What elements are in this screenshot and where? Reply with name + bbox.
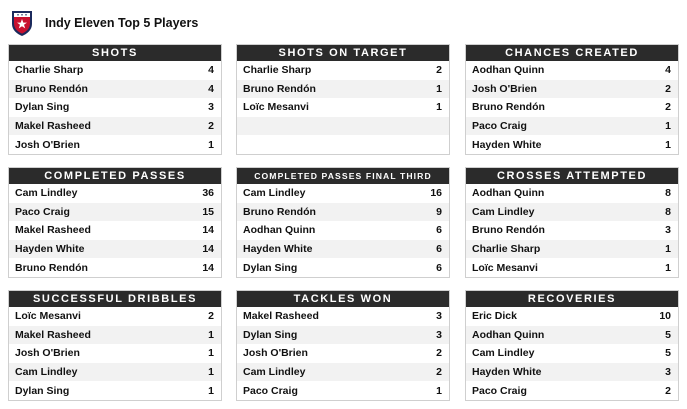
stat-value: 2: [665, 82, 671, 95]
stat-row: [237, 117, 449, 136]
stat-value: 1: [208, 328, 214, 341]
stat-value: 5: [665, 328, 671, 341]
stat-value: 3: [665, 366, 671, 379]
stat-value: 9: [436, 205, 442, 218]
player-name: Dylan Sing: [15, 384, 70, 397]
stat-row: [9, 344, 221, 363]
stat-card-title: SHOTS: [9, 45, 221, 61]
stat-row: [237, 381, 449, 400]
stat-value: 2: [436, 366, 442, 379]
stat-card-title: COMPLETED PASSES FINAL THIRD: [237, 168, 449, 184]
stat-value: 4: [665, 64, 671, 77]
stat-row: [237, 258, 449, 277]
player-name: Dylan Sing: [15, 101, 70, 114]
stat-rows: [466, 307, 678, 400]
stat-value: 16: [430, 187, 442, 200]
player-name: Bruno Rendón: [243, 205, 316, 218]
stat-rows: [237, 184, 449, 277]
player-name: Hayden White: [472, 366, 542, 379]
stat-value: 3: [436, 328, 442, 341]
stat-card-title: SUCCESSFUL DRIBBLES: [9, 291, 221, 307]
stat-card-title: COMPLETED PASSES: [9, 168, 221, 184]
stat-row: [9, 307, 221, 326]
player-name: Hayden White: [472, 138, 542, 151]
stat-card-title: RECOVERIES: [466, 291, 678, 307]
stat-value: 1: [208, 366, 214, 379]
stat-value: 15: [202, 205, 214, 218]
stat-row: [237, 135, 449, 154]
player-name: Bruno Rendón: [15, 82, 88, 95]
stat-value: 2: [665, 101, 671, 114]
stat-card-title: CROSSES ATTEMPTED: [466, 168, 678, 184]
stat-row: [237, 240, 449, 259]
stat-value: 8: [665, 187, 671, 200]
stat-value: 2: [208, 120, 214, 133]
player-name: Paco Craig: [472, 384, 527, 397]
player-name: Aodhan Quinn: [472, 328, 545, 341]
stat-rows: [9, 307, 221, 400]
stat-card-title: CHANCES CREATED: [466, 45, 678, 61]
player-name: Aodhan Quinn: [472, 64, 545, 77]
stat-row: [9, 117, 221, 136]
stat-row: [466, 307, 678, 326]
player-name: Bruno Rendón: [472, 224, 545, 237]
player-name: Bruno Rendón: [472, 101, 545, 114]
stat-row: [237, 326, 449, 345]
stat-row: [237, 203, 449, 222]
stat-value: 6: [436, 224, 442, 237]
player-name: Cam Lindley: [243, 366, 306, 379]
player-name: Hayden White: [243, 243, 313, 256]
stat-value: 2: [436, 347, 442, 360]
stat-rows: [9, 184, 221, 277]
stat-row: [466, 326, 678, 345]
stat-value: 5: [665, 347, 671, 360]
stat-row: [466, 258, 678, 277]
stat-rows: [466, 61, 678, 154]
player-name: Cam Lindley: [15, 366, 78, 379]
stat-row: [466, 80, 678, 99]
player-name: Eric Dick: [472, 310, 517, 323]
stat-card-title: TACKLES WON: [237, 291, 449, 307]
stat-value: 10: [659, 310, 671, 323]
stat-card: [236, 167, 450, 278]
stat-value: 4: [208, 64, 214, 77]
player-name: Makel Rasheed: [15, 328, 91, 341]
player-name: Paco Craig: [15, 205, 70, 218]
stat-row: [9, 61, 221, 80]
stat-row: [466, 98, 678, 117]
stat-value: 1: [665, 120, 671, 133]
stat-row: [237, 221, 449, 240]
stat-row: [9, 98, 221, 117]
stat-row: [237, 344, 449, 363]
stat-row: [466, 381, 678, 400]
stat-row: [9, 184, 221, 203]
player-name: Josh O'Brien: [15, 138, 80, 151]
player-name: Bruno Rendón: [15, 261, 88, 274]
player-name: Cam Lindley: [243, 187, 306, 200]
player-name: Makel Rasheed: [15, 224, 91, 237]
stat-row: [237, 80, 449, 99]
stat-value: 1: [665, 138, 671, 151]
player-name: Josh O'Brien: [472, 82, 537, 95]
stat-card: [8, 44, 222, 155]
stat-row: [466, 203, 678, 222]
stat-row: [9, 240, 221, 259]
stat-value: 1: [436, 384, 442, 397]
stat-card: [236, 290, 450, 401]
stat-card: [465, 167, 679, 278]
stat-row: [466, 344, 678, 363]
player-name: Makel Rasheed: [15, 120, 91, 133]
player-name: Loïc Mesanvi: [15, 310, 81, 323]
stat-rows: [237, 307, 449, 400]
stat-card-title: SHOTS ON TARGET: [237, 45, 449, 61]
stat-value: 36: [202, 187, 214, 200]
player-name: Cam Lindley: [15, 187, 78, 200]
stat-value: 3: [665, 224, 671, 237]
stat-value: 14: [202, 224, 214, 237]
stat-rows: [466, 184, 678, 277]
stat-value: 3: [208, 101, 214, 114]
stat-value: 1: [665, 243, 671, 256]
indy-eleven-crest-icon: [10, 9, 34, 37]
player-name: Aodhan Quinn: [472, 187, 545, 200]
player-name: Charlie Sharp: [472, 243, 541, 256]
player-name: Josh O'Brien: [243, 347, 308, 360]
stat-row: [466, 61, 678, 80]
stat-value: 6: [436, 261, 442, 274]
stat-row: [9, 135, 221, 154]
stat-value: 4: [208, 82, 214, 95]
stat-row: [237, 184, 449, 203]
stat-row: [9, 326, 221, 345]
player-name: Dylan Sing: [243, 328, 298, 341]
stat-value: 14: [202, 261, 214, 274]
stat-row: [9, 221, 221, 240]
stat-value: 1: [208, 347, 214, 360]
stat-value: 8: [665, 205, 671, 218]
stat-value: 2: [665, 384, 671, 397]
stat-row: [9, 203, 221, 222]
stat-row: [466, 363, 678, 382]
stat-value: 1: [208, 384, 214, 397]
stat-row: [466, 221, 678, 240]
player-name: Loïc Mesanvi: [472, 261, 538, 274]
player-name: Hayden White: [15, 243, 85, 256]
player-name: Josh O'Brien: [15, 347, 80, 360]
stat-value: 1: [665, 261, 671, 274]
player-name: Cam Lindley: [472, 347, 535, 360]
stat-rows: [237, 61, 449, 154]
player-name: Makel Rasheed: [243, 310, 319, 323]
stat-value: 1: [436, 82, 442, 95]
stat-value: 1: [208, 138, 214, 151]
stat-value: 6: [436, 243, 442, 256]
player-name: Paco Craig: [472, 120, 527, 133]
stat-row: [9, 363, 221, 382]
stat-card: [236, 44, 450, 155]
stat-card: [465, 44, 679, 155]
page-title: Indy Eleven Top 5 Players: [45, 16, 199, 30]
stat-row: [237, 61, 449, 80]
stat-card: [8, 290, 222, 401]
stat-row: [466, 117, 678, 136]
stat-row: [9, 80, 221, 99]
player-name: Aodhan Quinn: [243, 224, 316, 237]
player-name: Loïc Mesanvi: [243, 101, 309, 114]
stat-rows: [9, 61, 221, 154]
player-name: Cam Lindley: [472, 205, 535, 218]
stat-value: 1: [436, 101, 442, 114]
page-header: [10, 8, 198, 38]
stat-row: [237, 98, 449, 117]
stat-row: [466, 184, 678, 203]
stat-row: [9, 381, 221, 400]
stat-row: [237, 363, 449, 382]
stat-card: [465, 290, 679, 401]
player-name: Bruno Rendón: [243, 82, 316, 95]
stat-value: 14: [202, 243, 214, 256]
stat-card: [8, 167, 222, 278]
stat-value: 2: [208, 310, 214, 323]
stat-row: [466, 135, 678, 154]
player-name: Dylan Sing: [243, 261, 298, 274]
player-name: Charlie Sharp: [243, 64, 312, 77]
player-name: Paco Craig: [243, 384, 298, 397]
stat-row: [466, 240, 678, 259]
stat-value: 3: [436, 310, 442, 323]
stat-value: 2: [436, 64, 442, 77]
stat-row: [9, 258, 221, 277]
stat-row: [237, 307, 449, 326]
player-name: Charlie Sharp: [15, 64, 84, 77]
